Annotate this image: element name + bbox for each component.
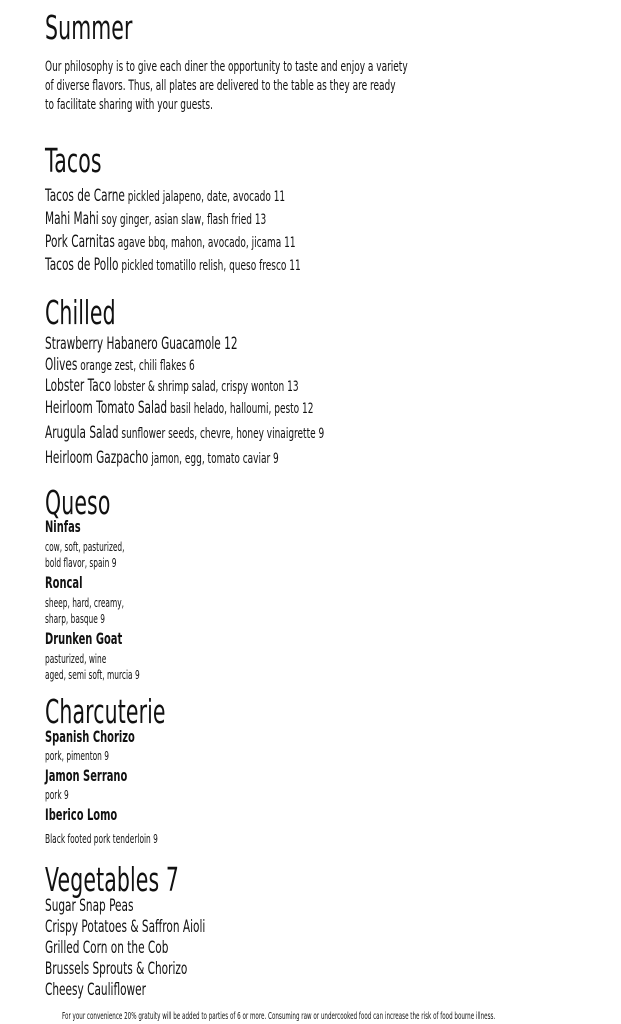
menu-title: Summer — [45, 8, 133, 47]
charcuterie-desc: pork 9 — [45, 788, 69, 802]
item-name: Lobster Taco — [45, 376, 112, 396]
section-heading-chilled: Chilled — [45, 293, 116, 332]
item-desc: pickled tomatillo relish, queso fresco 11 — [118, 258, 301, 274]
cheese-name: Roncal — [45, 573, 83, 592]
cheese-name: Ninfas — [45, 517, 81, 536]
item-desc: orange zest, chili flakes 6 — [77, 358, 195, 374]
menu-item — [45, 355, 287, 376]
intro-line: to facilitate sharing with your guests. — [45, 97, 213, 113]
vegetable-item: Grilled Corn on the Cob — [45, 938, 169, 958]
footer-note: For your convenience 20% gratuity will be added to parties of 6 or more. Consuming raw or undercooked food can increase the risk of food bourne illness. — [62, 1011, 496, 1022]
section-heading-charcuterie: Charcuterie — [45, 692, 166, 731]
menu-item — [45, 448, 422, 469]
item-name: Heirloom Tomato Salad — [45, 398, 168, 418]
tacos-list — [45, 186, 457, 278]
charcuterie-desc: pork, pimenton 9 — [45, 749, 109, 763]
item-desc: agave bbq, mahon, avocado, jicama 11 — [114, 235, 296, 251]
vegetable-item: Cheesy Cauliflower — [45, 980, 146, 1000]
menu-item — [45, 398, 478, 419]
section-heading-queso: Queso — [45, 483, 111, 522]
intro-line: of diverse flavors. Thus, all plates are delivered to the table as they are ready — [45, 78, 396, 94]
charcuterie-name: Jamon Serrano — [45, 766, 128, 785]
vegetable-item: Brussels Sprouts & Chorizo — [45, 959, 188, 979]
item-name: Arugula Salad — [45, 423, 119, 443]
vegetables-list — [45, 896, 304, 1001]
item-desc: soy ginger, asian slaw, flash fried 13 — [98, 212, 267, 228]
item-name: Tacos de Carne — [45, 186, 125, 206]
item-name: Mahi Mahi — [45, 209, 99, 229]
menu-item — [45, 232, 457, 255]
vegetable-item: Sugar Snap Peas — [45, 896, 134, 916]
item-desc: basil helado, halloumi, pesto 12 — [167, 401, 314, 417]
cheese-desc: pasturized, wine aged, semi soft, murcia 9 — [45, 652, 140, 682]
item-name: Olives — [45, 355, 78, 375]
charcuterie-name: Iberico Lomo — [45, 805, 118, 824]
item-desc: sunflower seeds, chevre, honey vinaigrette 9 — [118, 426, 325, 442]
item-desc: jamon, egg, tomato caviar 9 — [148, 451, 279, 467]
menu-item — [45, 186, 457, 209]
section-heading-tacos: Tacos — [45, 141, 102, 180]
menu-item — [45, 376, 454, 397]
cheese-desc: cow, soft, pasturized, bold flavor, spain 9 — [45, 540, 125, 570]
menu-item — [45, 209, 457, 232]
item-name: Pork Carnitas — [45, 232, 115, 252]
cheese-desc: sheep, hard, creamy, sharp, basque 9 — [45, 596, 124, 626]
menu-item — [45, 423, 495, 444]
menu-item — [45, 255, 457, 278]
item-name: Tacos de Pollo — [45, 255, 119, 275]
item-desc: pickled jalapeno, date, avocado 11 — [124, 189, 286, 205]
menu-item — [45, 334, 356, 355]
intro-paragraph — [45, 58, 621, 115]
charcuterie-desc: Black footed pork tenderloin 9 — [45, 832, 158, 846]
cheese-name: Drunken Goat — [45, 629, 123, 648]
charcuterie-name: Spanish Chorizo — [45, 727, 135, 746]
section-heading-vegetables: Vegetables 7 — [45, 860, 180, 899]
vegetable-item: Crispy Potatoes & Saffron Aioli — [45, 917, 206, 937]
item-name: Strawberry Habanero Guacamole 12 — [45, 334, 238, 354]
item-name: Heirloom Gazpacho — [45, 448, 149, 468]
intro-line: Our philosophy is to give each diner the opportunity to taste and enjoy a variety — [45, 59, 408, 75]
item-desc: lobster & shrimp salad, crispy wonton 13 — [111, 379, 299, 395]
